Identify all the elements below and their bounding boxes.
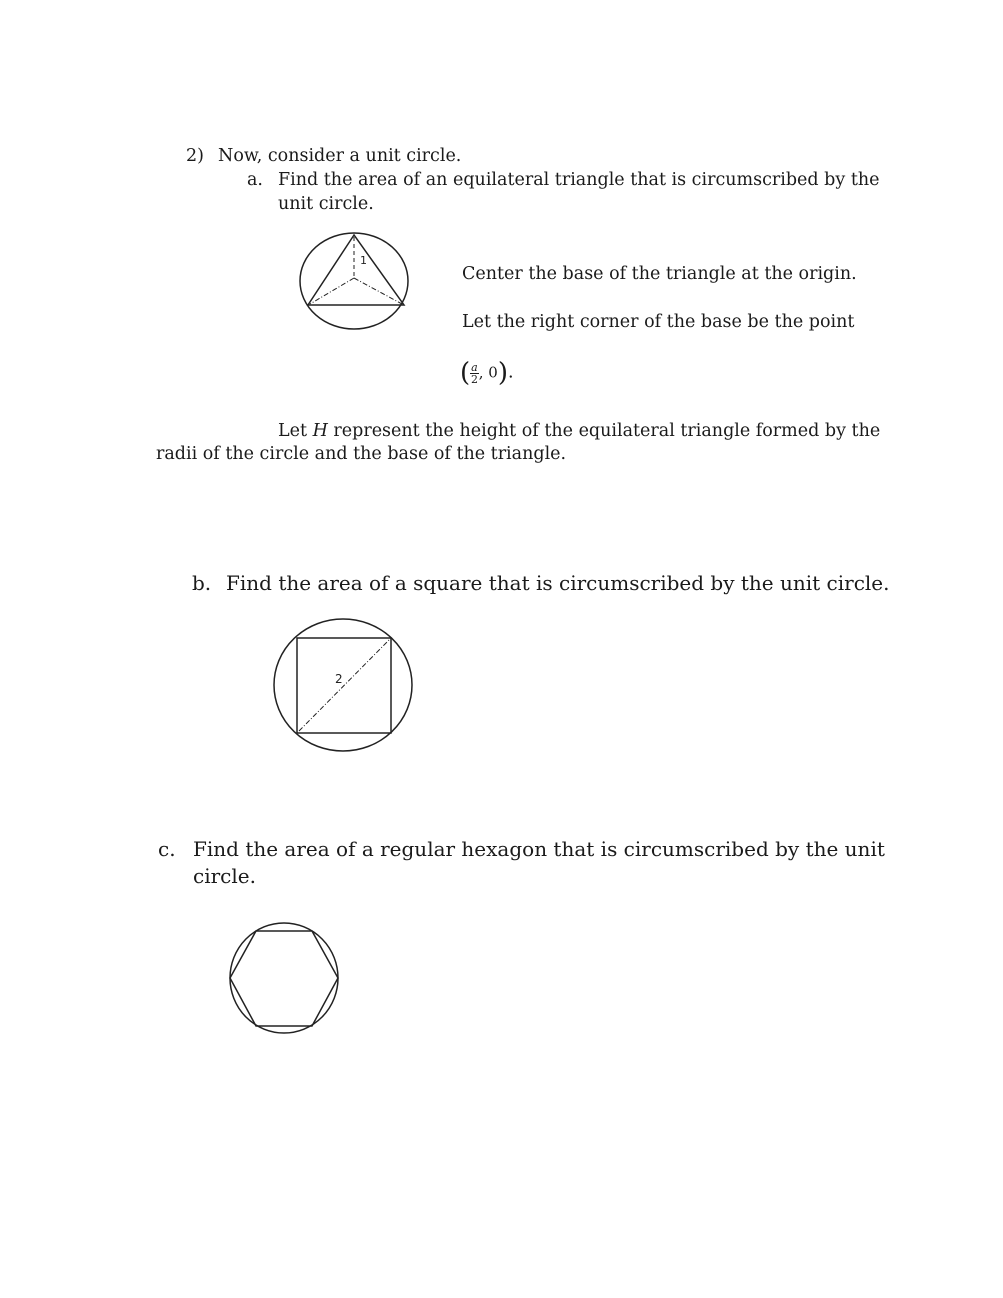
height-text-post: represent the height of the equilateral triangle formed by the	[327, 421, 881, 441]
hexagon-in-circle-figure	[228, 921, 340, 1035]
height-definition-line1	[278, 421, 880, 441]
height-definition-line2: radii of the circle and the base of the triangle.	[156, 444, 567, 464]
height-text-pre: Let	[278, 421, 313, 441]
part-c-question-line1: Find the area of a regular hexagon that is circumscribed by the unit	[193, 837, 885, 861]
triangle-in-circle-figure	[299, 232, 411, 332]
point-y-coordinate: , 0	[478, 363, 498, 382]
corner-point-expression	[460, 358, 514, 388]
point-fraction	[470, 362, 479, 385]
point-close-paren: )	[497, 358, 508, 388]
part-a-marker: a.	[247, 170, 263, 190]
fraction-numerator: a	[471, 360, 478, 374]
square-diagonal-dashed-line	[299, 640, 389, 731]
part-c-marker: c.	[158, 837, 176, 861]
triangle-radius-label: 1	[360, 254, 367, 267]
regular-hexagon	[230, 931, 338, 1026]
point-open-paren: (	[460, 358, 471, 388]
part-a-question-line1: Find the area of an equilateral triangle that is circumscribed by the	[278, 170, 880, 190]
part-a-note-origin: Center the base of the triangle at the origin.	[462, 264, 857, 284]
part-a-note-corner: Let the right corner of the base be the point	[462, 312, 855, 332]
height-variable: H	[312, 421, 328, 441]
fraction-denominator: 2	[470, 372, 478, 386]
square-in-circle-figure	[273, 618, 415, 754]
unit-circle	[230, 923, 338, 1033]
part-c-question-line2: circle.	[193, 864, 256, 888]
diagonal-label: 2	[335, 672, 343, 686]
problem-number: 2)	[186, 146, 204, 166]
part-b-marker: b.	[192, 571, 212, 595]
problem-intro: Now, consider a unit circle.	[218, 146, 462, 166]
part-b-question: Find the area of a square that is circumscribed by the unit circle.	[226, 571, 890, 595]
point-period: .	[507, 362, 514, 383]
part-a-question-line2: unit circle.	[278, 194, 374, 214]
